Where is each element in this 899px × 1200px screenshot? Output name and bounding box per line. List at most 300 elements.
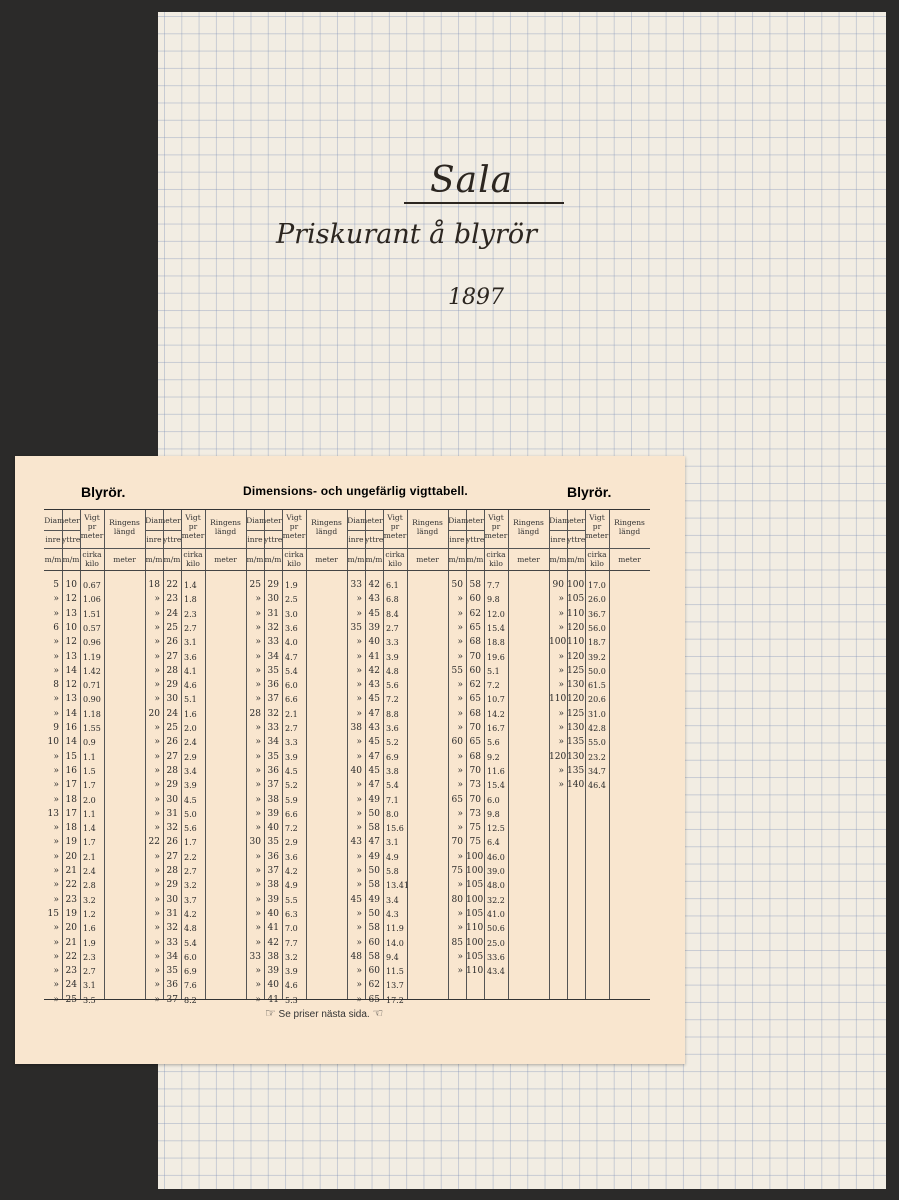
header-cirka: cirka kilo <box>385 550 405 568</box>
cell-inre: 28 <box>249 708 261 719</box>
cell-vigt: 46.4 <box>588 781 606 791</box>
cell-yttre: 100 <box>466 851 484 862</box>
cell-inre: » <box>53 751 59 762</box>
cell-vigt: 2.0 <box>184 724 197 733</box>
cell-vigt: 11.6 <box>487 766 505 776</box>
cell-inre: » <box>154 765 160 776</box>
cell-vigt: 31.0 <box>588 709 606 719</box>
cell-yttre: 32 <box>166 823 178 834</box>
cell-inre: » <box>53 608 59 619</box>
cell-inre: » <box>255 765 261 776</box>
cell-yttre: 35 <box>267 665 279 676</box>
cell-yttre: 100 <box>567 580 585 590</box>
cell-vigt: 6.3 <box>285 909 298 919</box>
table-header <box>44 510 145 571</box>
cell-inre: » <box>53 980 59 991</box>
cell-vigt: 8.8 <box>386 709 399 719</box>
cell-vigt: 50.6 <box>487 924 505 934</box>
cell-vigt: 4.5 <box>285 766 298 776</box>
cell-yttre: 140 <box>567 780 585 791</box>
header-cirka: cirka kilo <box>82 550 102 568</box>
cell-yttre: 32 <box>267 708 279 719</box>
cell-inre: 48 <box>350 951 362 962</box>
cell-inre: » <box>154 594 160 605</box>
cell-inre: 90 <box>552 580 564 590</box>
cell-vigt: 1.4 <box>184 581 197 590</box>
header-inre: inre <box>449 535 465 544</box>
cell-yttre: 23 <box>65 894 77 905</box>
cell-vigt: 2.7 <box>184 623 197 633</box>
cell-yttre: 30 <box>166 694 178 705</box>
cell-yttre: 33 <box>166 937 178 948</box>
header-yttre: yttre <box>62 535 81 544</box>
cell-vigt: 12.5 <box>487 824 505 834</box>
cell-vigt: 6.0 <box>184 952 197 962</box>
cell-vigt: 5.4 <box>386 781 399 791</box>
cell-vigt: 2.1 <box>285 709 298 719</box>
cell-yttre: 120 <box>567 694 585 705</box>
header-divider <box>549 548 609 549</box>
cell-yttre: 120 <box>567 622 585 633</box>
handwritten-year: 1897 <box>448 285 504 310</box>
cell-vigt: 2.9 <box>285 838 298 848</box>
cell-yttre: 41 <box>267 994 279 1005</box>
cell-vigt: 1.51 <box>83 609 101 619</box>
cell-vigt: 14.0 <box>386 938 404 948</box>
cell-yttre: 37 <box>267 694 279 705</box>
cell-inre: 15 <box>47 908 59 919</box>
cell-inre: 18 <box>148 580 160 590</box>
cell-vigt: 11.9 <box>386 924 404 934</box>
cell-vigt: 1.42 <box>83 666 101 676</box>
cell-inre: » <box>255 737 261 748</box>
cell-vigt: 36.7 <box>588 609 606 619</box>
cell-yttre: 125 <box>567 665 585 676</box>
header-cirka: cirka kilo <box>284 550 304 568</box>
cell-inre: » <box>154 608 160 619</box>
footer-text: Se priser nästa sida. <box>278 1009 370 1020</box>
cell-yttre: 43 <box>368 594 380 605</box>
header-mm: m/m <box>567 555 585 564</box>
cell-yttre: 58 <box>469 580 481 590</box>
cell-yttre: 50 <box>368 866 380 876</box>
header-yttre: yttre <box>264 535 283 544</box>
cell-yttre: 13 <box>65 608 77 619</box>
cell-inre: » <box>154 622 160 633</box>
table-header <box>347 510 448 571</box>
cell-yttre: 26 <box>166 637 178 648</box>
cell-yttre: 24 <box>65 980 77 991</box>
cell-inre: » <box>457 608 463 619</box>
header-inre: inre <box>348 535 364 544</box>
cell-inre: » <box>558 651 564 662</box>
cell-inre: » <box>255 851 261 862</box>
cell-yttre: 20 <box>65 851 77 862</box>
cell-yttre: 49 <box>368 794 380 805</box>
cell-vigt: 3.5 <box>83 995 96 1005</box>
cell-vigt: 5.1 <box>487 666 500 676</box>
cell-vigt: 7.6 <box>184 981 197 991</box>
cell-vigt: 5.4 <box>285 666 298 676</box>
title-underline <box>404 202 564 204</box>
cell-vigt: 4.3 <box>386 909 399 919</box>
header-diameter: Diameter <box>44 516 80 525</box>
cell-inre: » <box>53 823 59 834</box>
cell-yttre: 12 <box>65 637 77 648</box>
cell-yttre: 58 <box>368 823 380 834</box>
cell-yttre: 135 <box>567 737 585 748</box>
cell-vigt: 7.1 <box>386 795 399 805</box>
cell-inre: » <box>53 594 59 605</box>
cell-inre: » <box>154 894 160 905</box>
cell-inre: » <box>457 966 463 977</box>
cell-inre: » <box>53 994 59 1005</box>
cell-yttre: 21 <box>65 866 77 876</box>
cell-vigt: 4.2 <box>184 909 197 919</box>
cell-yttre: 17 <box>65 780 77 791</box>
cell-yttre: 60 <box>368 937 380 948</box>
cell-vigt: 1.55 <box>83 724 101 733</box>
cell-inre: » <box>457 851 463 862</box>
cell-inre: 10 <box>47 737 59 748</box>
table-header <box>246 510 347 571</box>
cell-inre: » <box>356 966 362 977</box>
cell-inre: 22 <box>148 837 160 848</box>
cell-inre: » <box>255 866 261 876</box>
cell-yttre: 43 <box>368 723 380 733</box>
cell-inre: » <box>255 894 261 905</box>
cell-vigt: 3.2 <box>83 895 96 905</box>
cell-yttre: 19 <box>65 908 77 919</box>
cell-yttre: 73 <box>469 780 481 791</box>
cell-inre: » <box>457 651 463 662</box>
cell-yttre: 19 <box>65 837 77 848</box>
cell-vigt: 13.7 <box>386 981 404 991</box>
cell-inre: » <box>457 694 463 705</box>
header-mm: m/m <box>347 555 365 564</box>
cell-inre: » <box>457 808 463 819</box>
cell-vigt: 33.6 <box>487 952 505 962</box>
cell-yttre: 10 <box>65 622 77 633</box>
cell-vigt: 18.7 <box>588 638 606 648</box>
header-mm: m/m <box>163 555 181 564</box>
cell-yttre: 33 <box>267 637 279 648</box>
cell-inre: 38 <box>350 723 362 733</box>
cell-vigt: 5.9 <box>285 795 298 805</box>
header-cirka: cirka kilo <box>486 550 506 568</box>
cell-inre: » <box>154 937 160 948</box>
cell-yttre: 42 <box>267 937 279 948</box>
cell-vigt: 39.0 <box>487 867 505 876</box>
cell-vigt: 0.71 <box>83 681 101 691</box>
cell-vigt: 12.0 <box>487 609 505 619</box>
cell-vigt: 4.6 <box>285 981 298 991</box>
cell-yttre: 34 <box>267 737 279 748</box>
cell-vigt: 1.1 <box>83 809 96 819</box>
cell-inre: 6 <box>53 622 59 633</box>
cell-yttre: 30 <box>166 794 178 805</box>
cell-vigt: 3.1 <box>184 638 197 648</box>
cell-vigt: 6.8 <box>386 595 399 605</box>
cell-yttre: 47 <box>368 780 380 791</box>
cell-inre: » <box>457 637 463 648</box>
cell-vigt: 1.4 <box>83 824 96 834</box>
cell-yttre: 105 <box>567 594 585 605</box>
cell-vigt: 4.8 <box>184 924 197 934</box>
cell-yttre: 35 <box>166 966 178 977</box>
cell-yttre: 14 <box>65 737 77 748</box>
cell-inre: » <box>154 966 160 977</box>
header-vigt: Vigt pr meter <box>181 513 205 540</box>
cell-vigt: 3.4 <box>386 895 399 905</box>
cell-yttre: 130 <box>567 680 585 691</box>
table-block <box>549 510 650 999</box>
cell-inre: » <box>356 851 362 862</box>
cell-inre: » <box>53 765 59 776</box>
cell-yttre: 25 <box>65 994 77 1005</box>
cell-yttre: 28 <box>166 866 178 876</box>
pointing-hand-left-icon: ☜ <box>372 1006 384 1020</box>
cell-vigt: 15.6 <box>386 824 404 834</box>
table-row <box>44 993 145 1010</box>
cell-vigt: 0.90 <box>83 695 101 705</box>
cell-inre: 65 <box>451 794 463 805</box>
cell-yttre: 36 <box>267 851 279 862</box>
cell-inre: » <box>255 937 261 948</box>
cell-vigt: 34.7 <box>588 766 606 776</box>
cell-inre: » <box>53 894 59 905</box>
cell-inre: » <box>154 851 160 862</box>
cell-yttre: 135 <box>567 765 585 776</box>
cell-vigt: 2.0 <box>83 795 96 805</box>
header-divider <box>145 530 181 531</box>
cell-yttre: 65 <box>469 737 481 748</box>
cell-inre: » <box>255 751 261 762</box>
cell-inre: 50 <box>451 580 463 590</box>
cell-vigt: 1.2 <box>83 909 96 919</box>
cell-vigt: 3.6 <box>285 623 298 633</box>
cell-inre: » <box>255 622 261 633</box>
cell-inre: » <box>154 923 160 934</box>
cell-vigt: 4.1 <box>184 666 197 676</box>
cell-vigt: 4.0 <box>285 638 298 648</box>
cell-vigt: 7.2 <box>285 824 298 834</box>
table-block <box>448 510 550 999</box>
cell-vigt: 5.2 <box>285 781 298 791</box>
cell-inre: » <box>356 994 362 1005</box>
cell-inre: » <box>255 923 261 934</box>
cell-inre: » <box>558 780 564 791</box>
cell-inre: » <box>53 794 59 805</box>
cell-yttre: 30 <box>166 894 178 905</box>
cell-vigt: 3.1 <box>386 838 399 848</box>
cell-vigt: 1.7 <box>83 838 96 848</box>
table-header <box>549 510 650 571</box>
header-ringens: Ringens längd <box>513 518 544 536</box>
cell-inre: » <box>457 780 463 791</box>
cell-inre: » <box>53 951 59 962</box>
cell-vigt: 9.2 <box>487 752 500 762</box>
header-mm: m/m <box>549 555 567 564</box>
cell-yttre: 39 <box>368 622 380 633</box>
cell-vigt: 10.7 <box>487 695 505 705</box>
cell-vigt: 3.6 <box>285 852 298 862</box>
cell-inre: » <box>356 780 362 791</box>
header-mm: m/m <box>448 555 466 564</box>
cell-vigt: 3.6 <box>386 724 399 733</box>
cell-yttre: 34 <box>166 951 178 962</box>
cell-inre: 25 <box>249 580 261 590</box>
header-divider <box>347 530 383 531</box>
cell-yttre: 12 <box>65 680 77 691</box>
card-title-left: Blyrör. <box>81 484 126 500</box>
cell-inre: 110 <box>549 694 567 705</box>
cell-yttre: 62 <box>368 980 380 991</box>
cell-yttre: 10 <box>65 580 77 590</box>
cell-inre: » <box>558 737 564 748</box>
header-mm: m/m <box>264 555 282 564</box>
header-divider <box>508 548 549 549</box>
cell-vigt: 5.6 <box>184 824 197 834</box>
card-title-center: Dimensions- och ungefärlig vigttabell. <box>243 484 468 498</box>
cell-vigt: 6.6 <box>285 809 298 819</box>
cell-yttre: 45 <box>368 765 380 776</box>
cell-vigt: 0.57 <box>83 623 101 633</box>
cell-yttre: 42 <box>368 580 380 590</box>
header-cirka: cirka kilo <box>587 550 607 568</box>
cell-inre: 55 <box>451 665 463 676</box>
header-meter: meter <box>618 555 641 564</box>
cell-vigt: 5.2 <box>386 738 399 748</box>
cell-yttre: 29 <box>166 680 178 691</box>
header-divider <box>44 530 80 531</box>
cell-yttre: 27 <box>166 851 178 862</box>
cell-yttre: 43 <box>368 680 380 691</box>
cell-yttre: 58 <box>368 923 380 934</box>
cell-vigt: 7.2 <box>386 695 399 705</box>
cell-inre: » <box>154 780 160 791</box>
cell-inre: » <box>255 608 261 619</box>
cell-yttre: 45 <box>368 608 380 619</box>
header-inre: inre <box>146 535 162 544</box>
cell-inre: » <box>154 651 160 662</box>
cell-vigt: 2.7 <box>386 623 399 633</box>
header-divider <box>347 548 407 549</box>
header-divider <box>246 530 282 531</box>
cell-vigt: 1.18 <box>83 709 101 719</box>
cell-vigt: 2.4 <box>83 867 96 876</box>
cell-yttre: 40 <box>267 823 279 834</box>
cell-vigt: 43.4 <box>487 967 505 977</box>
cell-inre: » <box>356 980 362 991</box>
cell-vigt: 3.0 <box>285 609 298 619</box>
cell-vigt: 3.7 <box>184 895 197 905</box>
cell-inre: » <box>154 694 160 705</box>
cell-inre: » <box>457 951 463 962</box>
header-divider <box>549 530 585 531</box>
cell-inre: » <box>53 880 59 891</box>
cell-yttre: 18 <box>65 823 77 834</box>
cell-vigt: 14.2 <box>487 709 505 719</box>
cell-inre: » <box>356 637 362 648</box>
cell-yttre: 50 <box>368 908 380 919</box>
header-meter: meter <box>517 555 540 564</box>
cell-yttre: 62 <box>469 680 481 691</box>
cell-inre: » <box>255 594 261 605</box>
cell-yttre: 45 <box>368 694 380 705</box>
cell-yttre: 12 <box>65 594 77 605</box>
cell-yttre: 24 <box>166 708 178 719</box>
header-inre: inre <box>550 535 566 544</box>
cell-inre: » <box>457 723 463 733</box>
cell-inre: » <box>457 880 463 891</box>
cell-inre: 60 <box>451 737 463 748</box>
cell-yttre: 13 <box>65 694 77 705</box>
cell-vigt: 46.0 <box>487 852 505 862</box>
header-mm: m/m <box>246 555 264 564</box>
cell-inre: » <box>558 665 564 676</box>
cell-inre: » <box>53 665 59 676</box>
cell-yttre: 18 <box>65 794 77 805</box>
cell-yttre: 23 <box>65 966 77 977</box>
card-title-right: Blyrör. <box>567 484 612 500</box>
cell-inre: » <box>53 708 59 719</box>
cell-inre: 75 <box>451 866 463 876</box>
cell-inre: » <box>356 794 362 805</box>
cell-inre: » <box>457 751 463 762</box>
cell-yttre: 37 <box>267 866 279 876</box>
header-mm: m/m <box>44 555 62 564</box>
cell-inre: » <box>154 823 160 834</box>
cell-yttre: 45 <box>368 737 380 748</box>
cell-inre: » <box>53 851 59 862</box>
cell-yttre: 23 <box>166 594 178 605</box>
cell-vigt: 50.0 <box>588 666 606 676</box>
cell-yttre: 40 <box>267 908 279 919</box>
cell-yttre: 42 <box>368 665 380 676</box>
cell-vigt: 55.0 <box>588 738 606 748</box>
cell-vigt: 3.9 <box>386 652 399 662</box>
cell-yttre: 68 <box>469 751 481 762</box>
cell-vigt: 8.0 <box>386 809 399 819</box>
cell-yttre: 21 <box>65 937 77 948</box>
header-divider <box>448 530 484 531</box>
cell-inre: » <box>255 794 261 805</box>
cell-yttre: 25 <box>166 622 178 633</box>
cell-vigt: 2.9 <box>184 752 197 762</box>
cell-vigt: 5.5 <box>285 895 298 905</box>
cell-yttre: 65 <box>469 694 481 705</box>
cell-vigt: 3.9 <box>184 781 197 791</box>
cell-yttre: 100 <box>466 894 484 905</box>
header-divider <box>448 548 508 549</box>
cell-yttre: 22 <box>65 951 77 962</box>
cell-yttre: 40 <box>368 637 380 648</box>
header-yttre: yttre <box>466 535 485 544</box>
cell-inre: 43 <box>350 837 362 848</box>
cell-inre: 35 <box>350 622 362 633</box>
header-mm: m/m <box>466 555 484 564</box>
header-vigt: Vigt pr meter <box>585 513 609 540</box>
cell-vigt: 2.8 <box>83 881 96 891</box>
cell-vigt: 13.41 <box>386 881 409 891</box>
cell-inre: » <box>356 808 362 819</box>
header-mm: m/m <box>365 555 383 564</box>
header-divider <box>104 548 145 549</box>
cell-vigt: 56.0 <box>588 623 606 633</box>
cell-yttre: 33 <box>267 723 279 733</box>
handwritten-title: Sala <box>430 160 514 201</box>
